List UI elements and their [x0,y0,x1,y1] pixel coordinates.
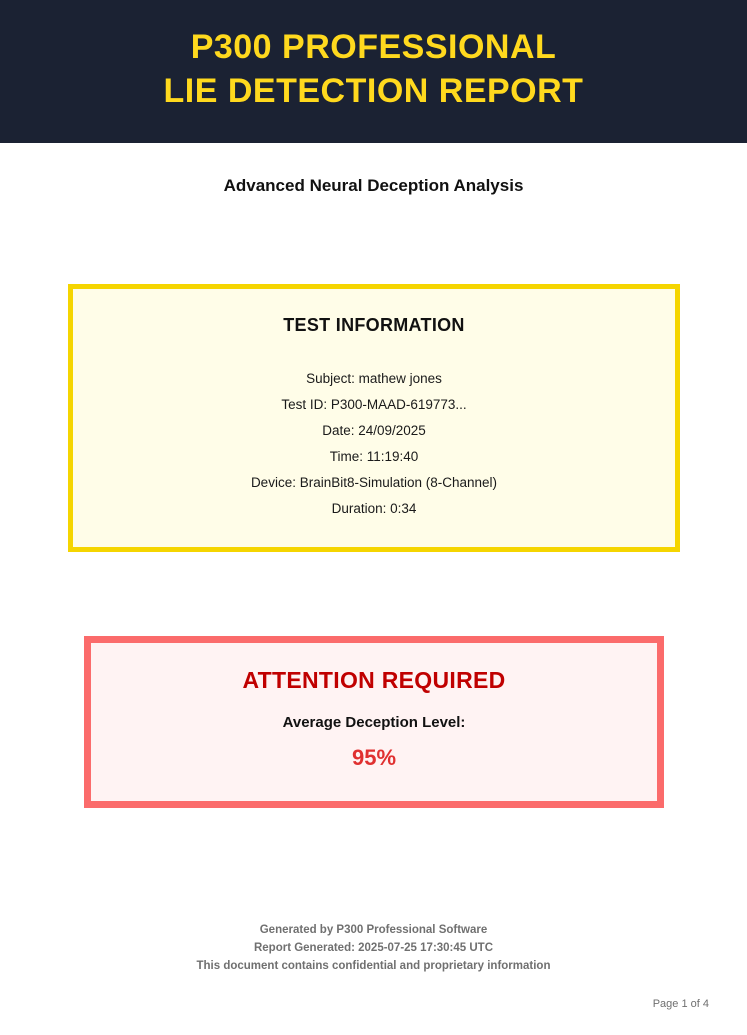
test-info-subject: Subject: mathew jones [306,371,442,386]
test-info-test-id: Test ID: P300-MAAD-619773... [281,396,467,412]
test-information-title: TEST INFORMATION [283,315,465,335]
test-info-device: Device: BrainBit8-Simulation (8-Channel) [250,474,498,490]
footer-report-generated: Report Generated: 2025-07-25 17:30:45 UTC [253,941,494,954]
report-title-line-1: P300 PROFESSIONAL [190,28,557,66]
report-header-banner [0,0,747,143]
test-info-date: Date: 24/09/2025 [322,422,426,438]
test-info-duration: Duration: 0:34 [331,500,417,516]
footer-generated-by: Generated by P300 Professional Software [259,924,488,936]
footer-confidentiality-notice: This document contains confidential and proprietary information [196,959,551,972]
page-number: Page 1 of 4 [652,998,709,1010]
report-footer [0,922,747,975]
report-subtitle: Advanced Neural Deception Analysis [223,176,524,196]
attention-required-card [84,636,664,808]
average-deception-level-label: Average Deception Level: [282,714,466,731]
attention-required-title: ATTENTION REQUIRED [242,667,506,693]
average-deception-level-value: 95% [351,745,397,770]
test-information-card [68,284,680,552]
test-info-time: Time: 11:19:40 [329,448,419,464]
report-title-line-2: LIE DETECTION REPORT [163,71,584,110]
